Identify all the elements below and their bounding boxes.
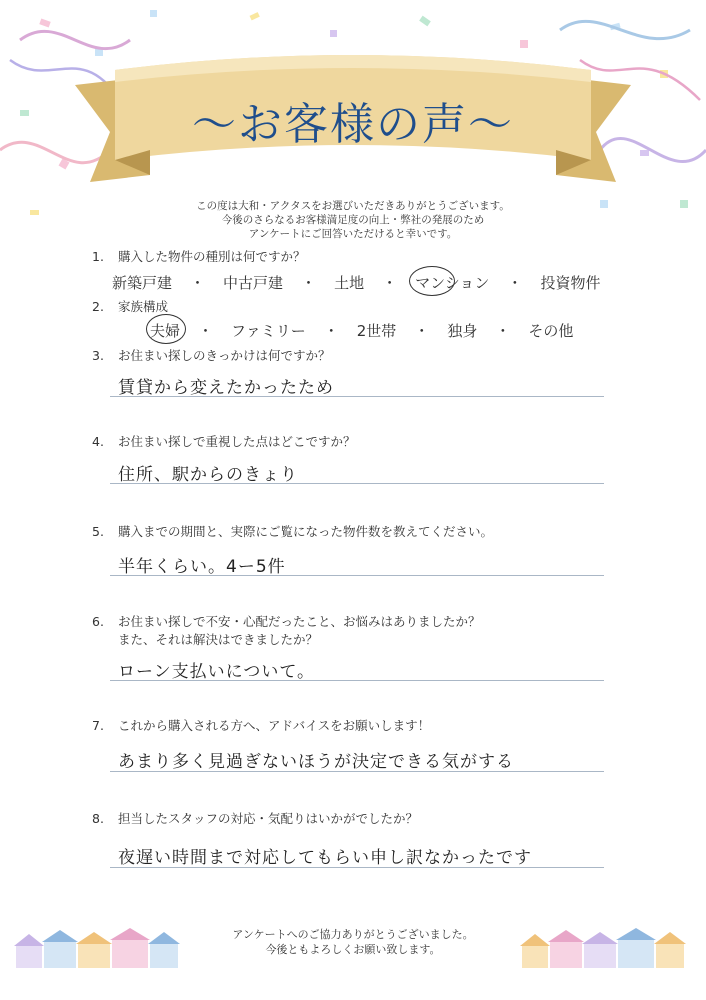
- question-6-line-2: また、それは解決はできましたか？: [118, 632, 319, 647]
- option-mansion[interactable]: マンション: [415, 272, 489, 293]
- option-family[interactable]: ファミリー: [231, 322, 306, 340]
- question-7: [92, 716, 430, 734]
- answer-5: 半年くらい。4ー5件: [118, 557, 286, 577]
- question-number: 4.: [92, 434, 104, 449]
- question-text: お住まい探しのきっかけは何ですか？: [118, 348, 331, 363]
- question-1: [92, 247, 306, 265]
- answer-3: 賃貸から変えたかったため: [118, 378, 334, 398]
- question-5: [92, 522, 493, 540]
- selected-circle: [146, 314, 186, 344]
- footer-line-2: 今後ともよろしくお願い致します。: [265, 943, 441, 956]
- question-text: お住まい探しで重視した点はどこですか？: [118, 434, 356, 449]
- question-text: これから購入される方へ、アドバイスをお願いします！: [118, 718, 431, 733]
- question-text: 購入した物件の種別は何ですか？: [118, 249, 306, 264]
- houses-illustration-right: [520, 928, 690, 968]
- question-number: 8.: [92, 811, 104, 826]
- intro-line-1: この度は大和・アクタスをお選びいただきありがとうございます。: [196, 200, 510, 212]
- question-4: [92, 432, 356, 450]
- option-sonota[interactable]: その他: [528, 322, 574, 340]
- footer-line-1: アンケートへのご協力ありがとうございました。: [232, 928, 474, 941]
- question-text: 家族構成: [118, 299, 169, 314]
- question-6: [92, 612, 481, 630]
- answer-6: ローン支払いについて。: [118, 662, 315, 682]
- answer-rule: [110, 867, 604, 868]
- q2-options: 夫婦 ・ ファミリー ・ 2世帯 ・ 独身 ・ その他: [150, 320, 573, 341]
- option-dokushin[interactable]: 独身: [447, 322, 478, 340]
- question-3: [92, 346, 331, 364]
- option-toshi[interactable]: 投資物件: [540, 274, 601, 292]
- question-8: [92, 809, 418, 827]
- option-tochi[interactable]: 土地: [334, 274, 365, 292]
- answer-rule: [110, 396, 604, 397]
- page-title: 〜お客様の声〜: [192, 99, 514, 150]
- answer-4: 住所、駅からのきょり: [118, 465, 298, 485]
- answer-7: あまり多く見過ぎないほうが決定できる気がする: [118, 752, 514, 772]
- selected-circle: [409, 266, 455, 296]
- question-text: 購入までの期間と、実際にご覧になった物件数を教えてください。: [118, 524, 494, 539]
- question-number: 1.: [92, 249, 104, 264]
- answer-rule: [110, 575, 604, 576]
- question-text: お住まい探しで不安・心配だったこと、お悩みはありましたか？: [118, 614, 481, 629]
- intro-line-3: アンケートにご回答いただけると幸いです。: [248, 228, 458, 240]
- question-number: 7.: [92, 718, 104, 733]
- question-text: 担当したスタッフの対応・気配りはいかがでしたか？: [118, 811, 419, 826]
- option-nisetai[interactable]: 2世帯: [356, 322, 397, 340]
- question-number: 5.: [92, 524, 104, 539]
- question-number: 3.: [92, 348, 104, 363]
- option-fufu[interactable]: 夫婦: [150, 320, 180, 341]
- q1-options: 新築戸建 ・ 中古戸建 ・ 土地 ・ マンション ・ 投資物件: [112, 272, 600, 293]
- intro-line-2: 今後のさらなるお客様満足度の向上・弊社の発展のため: [221, 214, 485, 226]
- houses-illustration-left: [14, 928, 184, 968]
- question-2: [92, 297, 168, 315]
- option-shinchiku[interactable]: 新築戸建: [112, 274, 173, 292]
- question-number: 6.: [92, 614, 104, 629]
- option-chuko[interactable]: 中古戸建: [223, 274, 284, 292]
- question-number: 2.: [92, 299, 104, 314]
- answer-rule: [110, 483, 604, 484]
- answer-8: 夜遅い時間まで対応してもらい申し訳なかったです: [118, 848, 532, 868]
- answer-rule: [110, 771, 604, 772]
- answer-rule: [110, 680, 604, 681]
